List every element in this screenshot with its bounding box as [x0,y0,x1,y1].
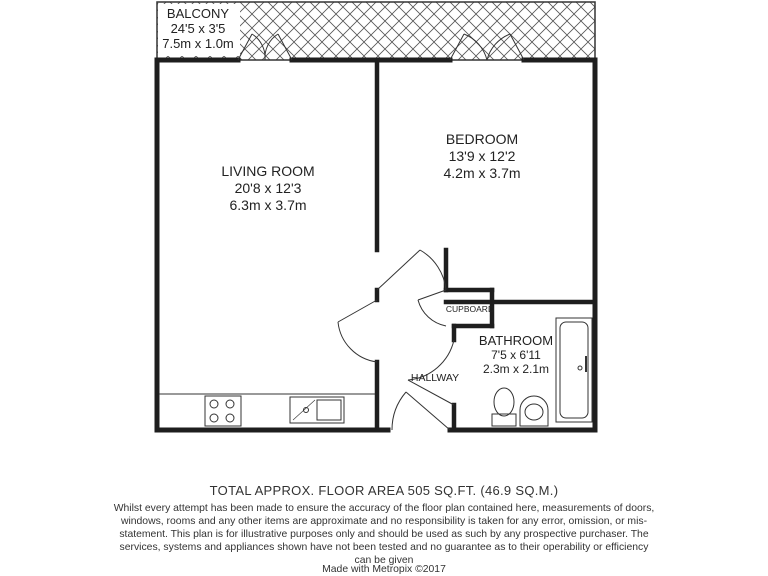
door-swings [338,250,454,430]
bathroom-name: BATHROOM [478,333,554,348]
balcony-name: BALCONY [166,6,230,21]
living-room-name: LIVING ROOM [221,163,315,179]
total-floor-area: TOTAL APPROX. FLOOR AREA 505 SQ.FT. (46.9 SQ.M.) [209,483,559,498]
hob-icon [205,396,241,426]
bathroom-imperial: 7'5 x 6'11 [491,348,541,362]
disclaimer-text: Whilst every attempt has been made to ensure the accuracy of the floor plan contained here, measurements of doors, windows, rooms and any other items are approximate and no responsibility is taken for any error, omission, or mis-statement. This plan is for illustrative purposes only and should be used as such by any prospective purchaser. The services, systems and appliances shown have not been tested and no guarantee as to their operability or efficiency can be given [113,503,655,566]
cupboard-name: CUPBOARD [445,304,495,314]
bedroom-imperial: 13'9 x 12'2 [448,148,516,164]
balcony-metric: 7.5m x 1.0m [162,36,234,51]
room-labels [162,6,553,384]
basin-icon [520,396,548,426]
toilet-icon [492,388,516,426]
bedroom-metric: 4.2m x 3.7m [443,165,521,181]
made-with-credit: Made with Metropix ©2017 [322,564,446,575]
living-room-metric: 6.3m x 3.7m [229,197,307,213]
bathroom-metric: 2.3m x 2.1m [482,362,550,376]
kitchen-counter [159,394,375,426]
bedroom-name: BEDROOM [445,131,519,147]
living-room-imperial: 20'8 x 12'3 [234,180,302,196]
hallway-name: HALLWAY [410,372,460,384]
balcony-imperial: 24'5 x 3'5 [170,21,226,36]
